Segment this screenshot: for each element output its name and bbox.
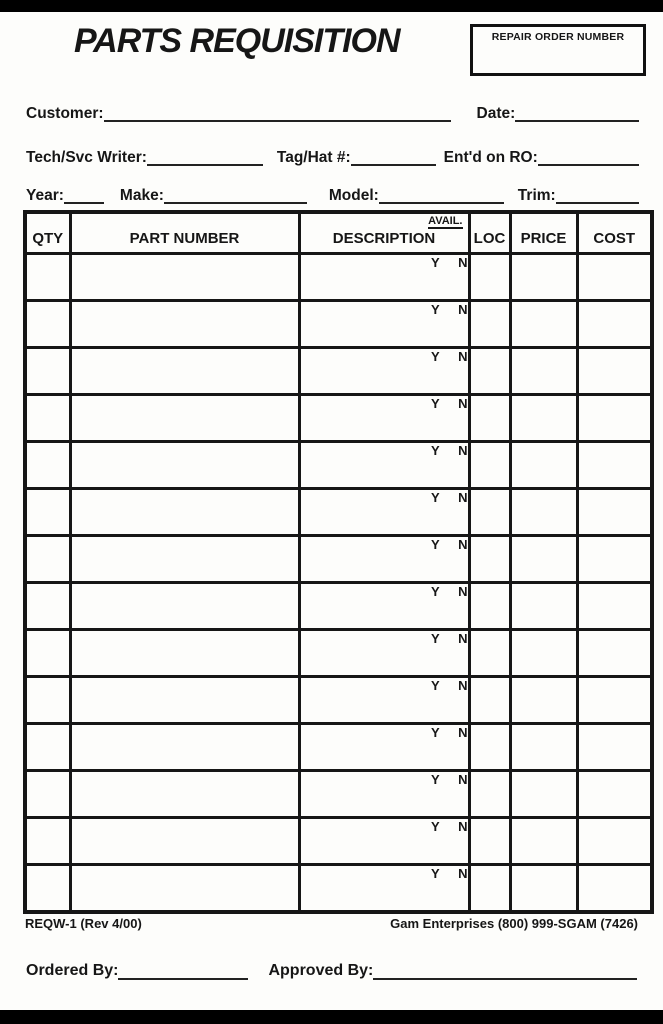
description-cell bbox=[299, 442, 469, 489]
qty-cell bbox=[25, 395, 70, 442]
table-row bbox=[25, 677, 652, 724]
repair-order-number-label: REPAIR ORDER NUMBER bbox=[491, 31, 625, 43]
cost-cell bbox=[577, 442, 652, 489]
trim-input-line bbox=[556, 199, 639, 204]
part-number-cell bbox=[70, 677, 299, 724]
form-footer bbox=[25, 916, 638, 931]
ordered-by-signature-line bbox=[118, 975, 248, 980]
avail-header-label: AVAIL. bbox=[428, 215, 463, 227]
description-cell bbox=[299, 536, 469, 583]
parts-table-header bbox=[25, 212, 652, 254]
description-header-label: DESCRIPTION bbox=[332, 230, 436, 247]
description-cell bbox=[299, 724, 469, 771]
model-label: Model: bbox=[328, 187, 379, 204]
qty-cell bbox=[25, 771, 70, 818]
cost-cell bbox=[577, 583, 652, 630]
avail-no-option: N bbox=[458, 396, 468, 411]
qty-cell bbox=[25, 536, 70, 583]
table-row bbox=[25, 442, 652, 489]
writer-tag-ro-row bbox=[26, 146, 639, 166]
avail-no-option: N bbox=[458, 725, 468, 740]
qty-cell bbox=[25, 677, 70, 724]
description-cell bbox=[299, 583, 469, 630]
avail-yes-option: Y bbox=[431, 490, 440, 505]
vendor-info: Gam Enterprises (800) 999-SGAM (7426) bbox=[390, 916, 638, 931]
loc-cell bbox=[469, 395, 510, 442]
tag-hat-label: Tag/Hat #: bbox=[276, 149, 351, 166]
loc-cell bbox=[469, 536, 510, 583]
avail-no-option: N bbox=[458, 302, 468, 317]
table-row bbox=[25, 771, 652, 818]
year-label: Year: bbox=[26, 187, 64, 204]
avail-yes-option: Y bbox=[431, 819, 440, 834]
qty-cell bbox=[25, 489, 70, 536]
avail-yes-option: Y bbox=[431, 443, 440, 458]
avail-no-option: N bbox=[458, 537, 468, 552]
year-input-line bbox=[64, 199, 104, 204]
tech-svc-writer-label: Tech/Svc Writer: bbox=[26, 149, 147, 166]
part-number-cell bbox=[70, 818, 299, 865]
price-cell bbox=[510, 865, 577, 913]
customer-label: Customer: bbox=[26, 105, 104, 122]
price-cell bbox=[510, 442, 577, 489]
qty-cell bbox=[25, 442, 70, 489]
table-row bbox=[25, 395, 652, 442]
avail-no-option: N bbox=[458, 866, 468, 881]
qty-cell bbox=[25, 254, 70, 301]
ordered-by-label: Ordered By: bbox=[26, 962, 119, 979]
customer-input-line bbox=[104, 117, 451, 122]
avail-no-option: N bbox=[458, 349, 468, 364]
part-number-cell bbox=[70, 348, 299, 395]
cost-cell bbox=[577, 865, 652, 913]
parts-table bbox=[23, 210, 654, 914]
avail-yes-option: Y bbox=[431, 349, 440, 364]
trim-label: Trim: bbox=[517, 187, 556, 204]
part-number-cell bbox=[70, 442, 299, 489]
col-header-qty: QTY bbox=[25, 212, 70, 254]
price-cell bbox=[510, 254, 577, 301]
description-cell bbox=[299, 677, 469, 724]
table-row bbox=[25, 536, 652, 583]
qty-cell bbox=[25, 348, 70, 395]
loc-cell bbox=[469, 724, 510, 771]
price-cell bbox=[510, 583, 577, 630]
avail-no-option: N bbox=[458, 772, 468, 787]
tech-svc-writer-input-line bbox=[147, 161, 263, 166]
table-row bbox=[25, 630, 652, 677]
tag-hat-input-line bbox=[351, 161, 436, 166]
scan-edge-top bbox=[0, 0, 663, 12]
price-cell bbox=[510, 489, 577, 536]
cost-cell bbox=[577, 771, 652, 818]
table-row bbox=[25, 301, 652, 348]
cost-cell bbox=[577, 536, 652, 583]
description-cell bbox=[299, 489, 469, 536]
avail-no-option: N bbox=[458, 584, 468, 599]
table-row bbox=[25, 583, 652, 630]
make-input-line bbox=[164, 199, 307, 204]
qty-cell bbox=[25, 724, 70, 771]
avail-yes-option: Y bbox=[431, 631, 440, 646]
table-row bbox=[25, 865, 652, 913]
cost-cell bbox=[577, 630, 652, 677]
qty-cell bbox=[25, 818, 70, 865]
form-title: PARTS REQUISITION bbox=[74, 22, 400, 60]
avail-yes-option: Y bbox=[431, 537, 440, 552]
loc-cell bbox=[469, 583, 510, 630]
make-label: Make: bbox=[119, 187, 164, 204]
avail-yes-option: Y bbox=[431, 302, 440, 317]
part-number-cell bbox=[70, 724, 299, 771]
col-header-cost: COST bbox=[577, 212, 652, 254]
loc-cell bbox=[469, 489, 510, 536]
avail-no-option: N bbox=[458, 490, 468, 505]
part-number-cell bbox=[70, 630, 299, 677]
model-input-line bbox=[379, 199, 504, 204]
entd-on-ro-label: Ent'd on RO: bbox=[443, 149, 538, 166]
scan-edge-bottom bbox=[0, 1010, 663, 1024]
col-header-price: PRICE bbox=[510, 212, 577, 254]
loc-cell bbox=[469, 818, 510, 865]
avail-no-option: N bbox=[458, 255, 468, 270]
vehicle-info-row bbox=[26, 184, 639, 204]
part-number-cell bbox=[70, 771, 299, 818]
part-number-cell bbox=[70, 865, 299, 913]
cost-cell bbox=[577, 818, 652, 865]
price-cell bbox=[510, 395, 577, 442]
avail-no-option: N bbox=[458, 678, 468, 693]
part-number-cell bbox=[70, 301, 299, 348]
table-row bbox=[25, 818, 652, 865]
table-row bbox=[25, 348, 652, 395]
cost-cell bbox=[577, 254, 652, 301]
loc-cell bbox=[469, 348, 510, 395]
part-number-cell bbox=[70, 583, 299, 630]
price-cell bbox=[510, 677, 577, 724]
col-header-part-number: PART NUMBER bbox=[70, 212, 299, 254]
cost-cell bbox=[577, 395, 652, 442]
loc-cell bbox=[469, 442, 510, 489]
avail-yes-option: Y bbox=[431, 255, 440, 270]
avail-no-option: N bbox=[458, 443, 468, 458]
loc-cell bbox=[469, 771, 510, 818]
col-header-loc: LOC bbox=[469, 212, 510, 254]
price-cell bbox=[510, 348, 577, 395]
table-row bbox=[25, 489, 652, 536]
avail-yes-option: Y bbox=[431, 584, 440, 599]
avail-yes-option: Y bbox=[431, 725, 440, 740]
approved-by-label: Approved By: bbox=[268, 962, 374, 979]
cost-cell bbox=[577, 348, 652, 395]
loc-cell bbox=[469, 254, 510, 301]
repair-order-number-box bbox=[470, 24, 646, 76]
price-cell bbox=[510, 724, 577, 771]
price-cell bbox=[510, 771, 577, 818]
avail-yes-option: Y bbox=[431, 866, 440, 881]
cost-cell bbox=[577, 724, 652, 771]
date-input-line bbox=[515, 117, 639, 122]
description-cell bbox=[299, 348, 469, 395]
table-row bbox=[25, 254, 652, 301]
avail-yes-option: Y bbox=[431, 772, 440, 787]
approved-by-signature-line bbox=[373, 975, 637, 980]
part-number-cell bbox=[70, 254, 299, 301]
customer-date-row bbox=[26, 102, 639, 122]
price-cell bbox=[510, 630, 577, 677]
entd-on-ro-input-line bbox=[538, 161, 639, 166]
avail-yes-option: Y bbox=[431, 396, 440, 411]
qty-cell bbox=[25, 583, 70, 630]
loc-cell bbox=[469, 301, 510, 348]
loc-cell bbox=[469, 630, 510, 677]
form-code: REQW-1 (Rev 4/00) bbox=[25, 916, 142, 931]
cost-cell bbox=[577, 489, 652, 536]
part-number-cell bbox=[70, 536, 299, 583]
avail-no-option: N bbox=[458, 631, 468, 646]
description-cell bbox=[299, 865, 469, 913]
price-cell bbox=[510, 536, 577, 583]
description-cell bbox=[299, 818, 469, 865]
table-row bbox=[25, 724, 652, 771]
description-cell bbox=[299, 630, 469, 677]
description-cell bbox=[299, 254, 469, 301]
cost-cell bbox=[577, 677, 652, 724]
description-cell bbox=[299, 395, 469, 442]
description-cell bbox=[299, 771, 469, 818]
description-cell bbox=[299, 301, 469, 348]
price-cell bbox=[510, 301, 577, 348]
qty-cell bbox=[25, 301, 70, 348]
avail-no-option: N bbox=[458, 819, 468, 834]
qty-cell bbox=[25, 865, 70, 913]
part-number-cell bbox=[70, 395, 299, 442]
loc-cell bbox=[469, 865, 510, 913]
qty-cell bbox=[25, 630, 70, 677]
avail-yes-option: Y bbox=[431, 678, 440, 693]
price-cell bbox=[510, 818, 577, 865]
loc-cell bbox=[469, 677, 510, 724]
col-header-description bbox=[299, 212, 469, 254]
date-label: Date: bbox=[476, 105, 516, 122]
signature-row bbox=[26, 956, 637, 980]
parts-table-body bbox=[25, 254, 652, 913]
cost-cell bbox=[577, 301, 652, 348]
part-number-cell bbox=[70, 489, 299, 536]
